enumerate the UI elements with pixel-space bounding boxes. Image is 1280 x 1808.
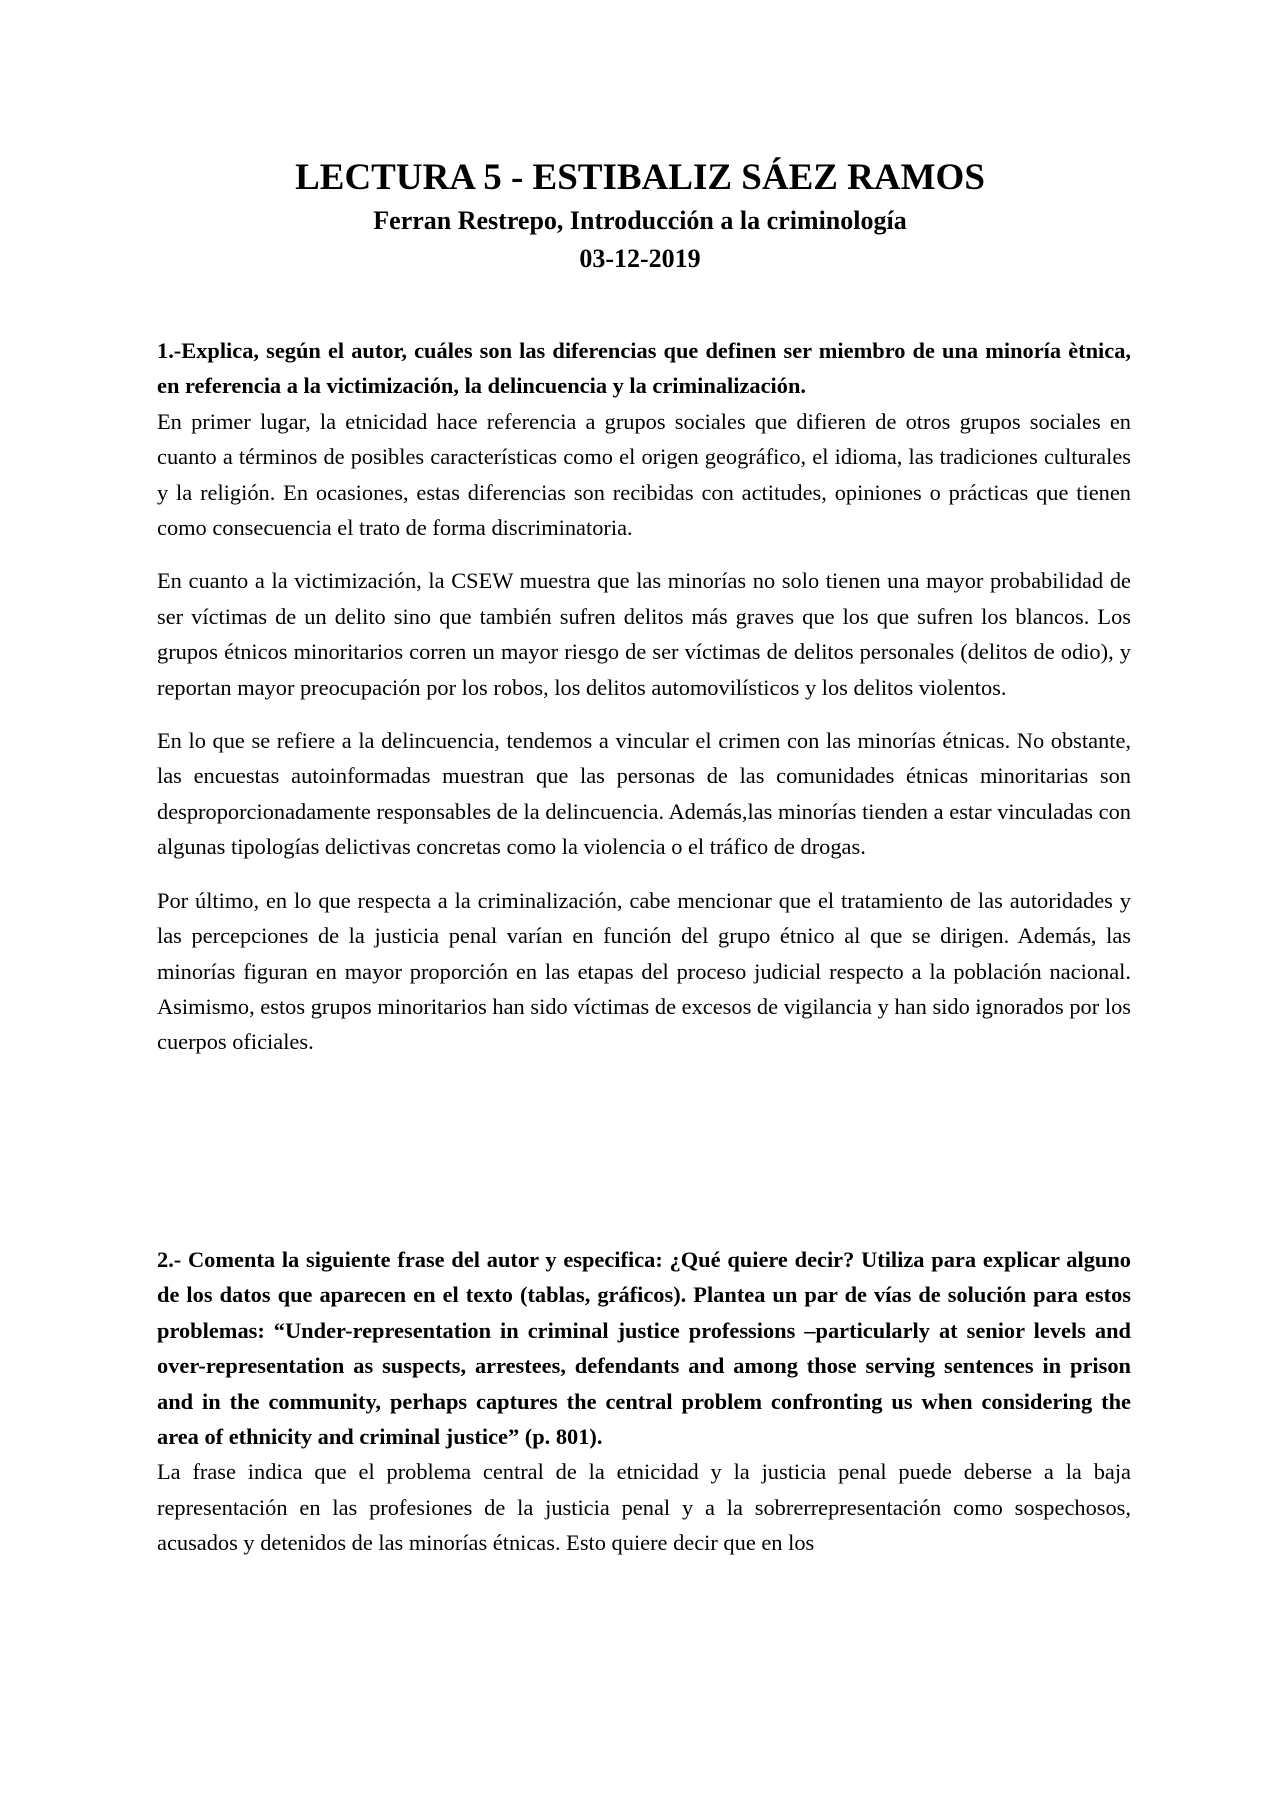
paragraph: En cuanto a la victimización, la CSEW muestra que las minorías no solo tienen una mayor probabilidad de ser víctimas de un delito sino que también sufren delitos más graves que los que sufren los blancos. Los grupos étnicos minoritarios corren un mayor riesgo de ser víctimas de delitos personales (delitos de odio), y reportan mayor preocupación por los robos, los delitos automovilísticos y los delitos violentos. bbox=[157, 568, 1131, 700]
document-title: LECTURA 5 - ESTIBALIZ SÁEZ RAMOS bbox=[295, 157, 985, 198]
document-subtitle: Ferran Restrepo, Introducción a la criminología bbox=[373, 206, 907, 235]
question-1: 1.-Explica, según el autor, cuáles son las diferencias que definen ser miembro de una minoría ètnica, en referencia a la victimización, la delincuencia y la criminalización. bbox=[157, 338, 1131, 399]
paragraph: Por último, en lo que respecta a la criminalización, cabe mencionar que el tratamiento de las autoridades y las percepciones de la justicia penal varían en función del grupo étnico al que se dirigen. Además, las minorías figuran en mayor proporción en las etapas del proceso judicial respecto a la población nacional. Asimismo, estos grupos minoritarios han sido víctimas de excesos de vigilancia y han sido ignorados por los cuerpos oficiales. bbox=[157, 887, 1131, 1055]
question-2: 2.- Comenta la siguiente frase del autor y especifica: ¿Qué quiere decir? Utiliza para explicar alguno de los datos que aparecen en el texto (tablas, gráficos). Plantea un par de vías de solución para estos problemas: “Under-representation in criminal justice professions –particularly at senior levels and over-representation as suspects, arrestees, defendants and among those serving sentences in prison and in the community, perhaps captures the central problem confronting us when considering the area of ethnicity and criminal justice” (p. 801). bbox=[157, 1247, 1131, 1450]
paragraph: En lo que se refiere a la delincuencia, tendemos a vincular el crimen con las minorías étnicas. No obstante, las encuestas autoinformadas muestran que las personas de las comunidades étnicas minoritarias son desproporcionadamente responsables de la delincuencia. Además,las minorías tienden a estar vinculadas con algunas tipologías delictivas concretas como la violencia o el tráfico de drogas. bbox=[157, 728, 1131, 860]
document-date: 03-12-2019 bbox=[579, 244, 701, 273]
section-2 bbox=[157, 1242, 1131, 1561]
section-1 bbox=[157, 333, 1131, 1060]
paragraph: En primer lugar, la etnicidad hace referencia a grupos sociales que difieren de otros grupos sociales en cuanto a términos de posibles características como el origen geográfico, el idioma, las tradiciones culturales y la religión. En ocasiones, estas diferencias son recibidas con actitudes, opiniones o prácticas que tienen como consecuencia el trato de forma discriminatoria. bbox=[157, 408, 1131, 541]
paragraph: La frase indica que el problema central de la etnicidad y la justicia penal puede deberse a la baja representación en las profesiones de la justicia penal y a la sobrerrepresentación como sospechosos, acusados y detenidos de las minorías étnicas. Esto quiere decir que en los bbox=[157, 1459, 1131, 1556]
document-header bbox=[0, 154, 1280, 278]
